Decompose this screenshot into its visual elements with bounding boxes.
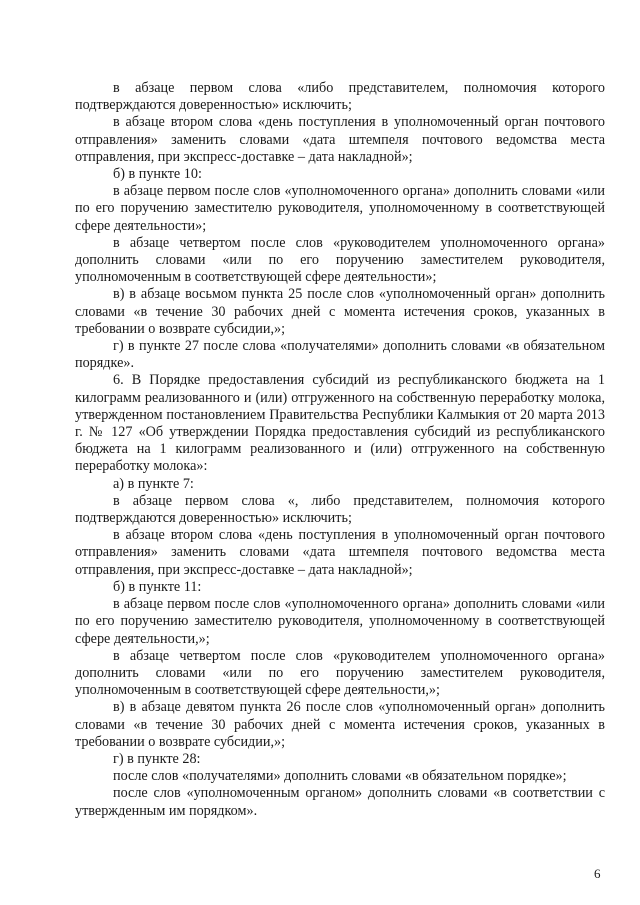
paragraph-16: г) в пункте 28: [113, 750, 201, 767]
document-body [75, 80, 605, 820]
paragraph-9: а) в пункте 7: [113, 475, 194, 492]
paragraph-18: после слов «уполномоченным органом» дополнить словами «в соответствии с утвержденным им порядком». [75, 785, 605, 819]
paragraph-4: в абзаце первом после слов «уполномоченного органа» дополнить словами «или по его поручению заместителю руководителя, уполномоченному в соответствующей сфере деятельности»; [75, 183, 605, 234]
paragraph-15: в) в абзаце девятом пункта 26 после слов «уполномоченный орган» дополнить словами «в течение 30 рабочих дней с момента истечения сроков, указанных в требовании о возврате субсидии,»; [75, 699, 605, 750]
page-number: 6 [594, 866, 601, 881]
paragraph-13: в абзаце первом после слов «уполномоченного органа» дополнить словами «или по его поручению заместителю руководителя, уполномоченному в соответствующей сфере деятельности,»; [75, 596, 605, 647]
paragraph-6: в) в абзаце восьмом пункта 25 после слов «уполномоченный орган» дополнить словами «в течение 30 рабочих дней с момента истечения сроков, указанных в требовании о возврате субсидии,»; [75, 286, 605, 337]
paragraph-14: в абзаце четвертом после слов «руководителем уполномоченного органа» дополнить словами «или по его поручению заместителем руководителя, уполномоченным в соответствующей сфере деятельности,»; [75, 647, 605, 699]
paragraph-8: 6. В Порядке предоставления субсидий из республиканского бюджета на 1 килограмм реализованного и (или) отгруженного на собственную переработку молока, утвержденном постановлением Правительства Республики Калмыкия от 20 марта 2013 г. № 127 «Об утверждении Порядка предоставления субсидий из республиканского бюджета на 1 килограмм реализованного и (или) отгруженного на собственную переработку молока»: [75, 372, 605, 475]
paragraph-2: в абзаце втором слова «день поступления в уполномоченный орган почтового отправления» заменить словами «дата штемпеля почтового ведомства места отправления, при экспресс-доставке – дата накладной»; [75, 114, 605, 165]
paragraph-3: б) в пункте 10: [113, 166, 202, 183]
paragraph-11: в абзаце втором слова «день поступления в уполномоченный орган почтового отправления» заменить словами «дата штемпеля почтового ведомства места отправления, при экспресс-доставке – дата накладной»; [75, 527, 605, 578]
paragraph-10: в абзаце первом слова «, либо представителем, полномочия которого подтверждаются доверенностью» исключить; [75, 492, 605, 527]
paragraph-7: г) в пункте 27 после слова «получателями» дополнить словами «в обязательном порядке». [75, 338, 605, 372]
paragraph-12: б) в пункте 11: [113, 578, 202, 595]
paragraph-17: после слов «получателями» дополнить словами «в обязательном порядке»; [113, 768, 567, 785]
paragraph-5: в абзаце четвертом после слов «руководителем уполномоченного органа» дополнить словами «или по его поручению заместителем руководителя, уполномоченным в соответствующей сфере деятельности»; [75, 234, 605, 286]
paragraph-1: в абзаце первом слова «либо представителем, полномочия которого подтверждаются доверенностью» исключить; [75, 80, 605, 114]
